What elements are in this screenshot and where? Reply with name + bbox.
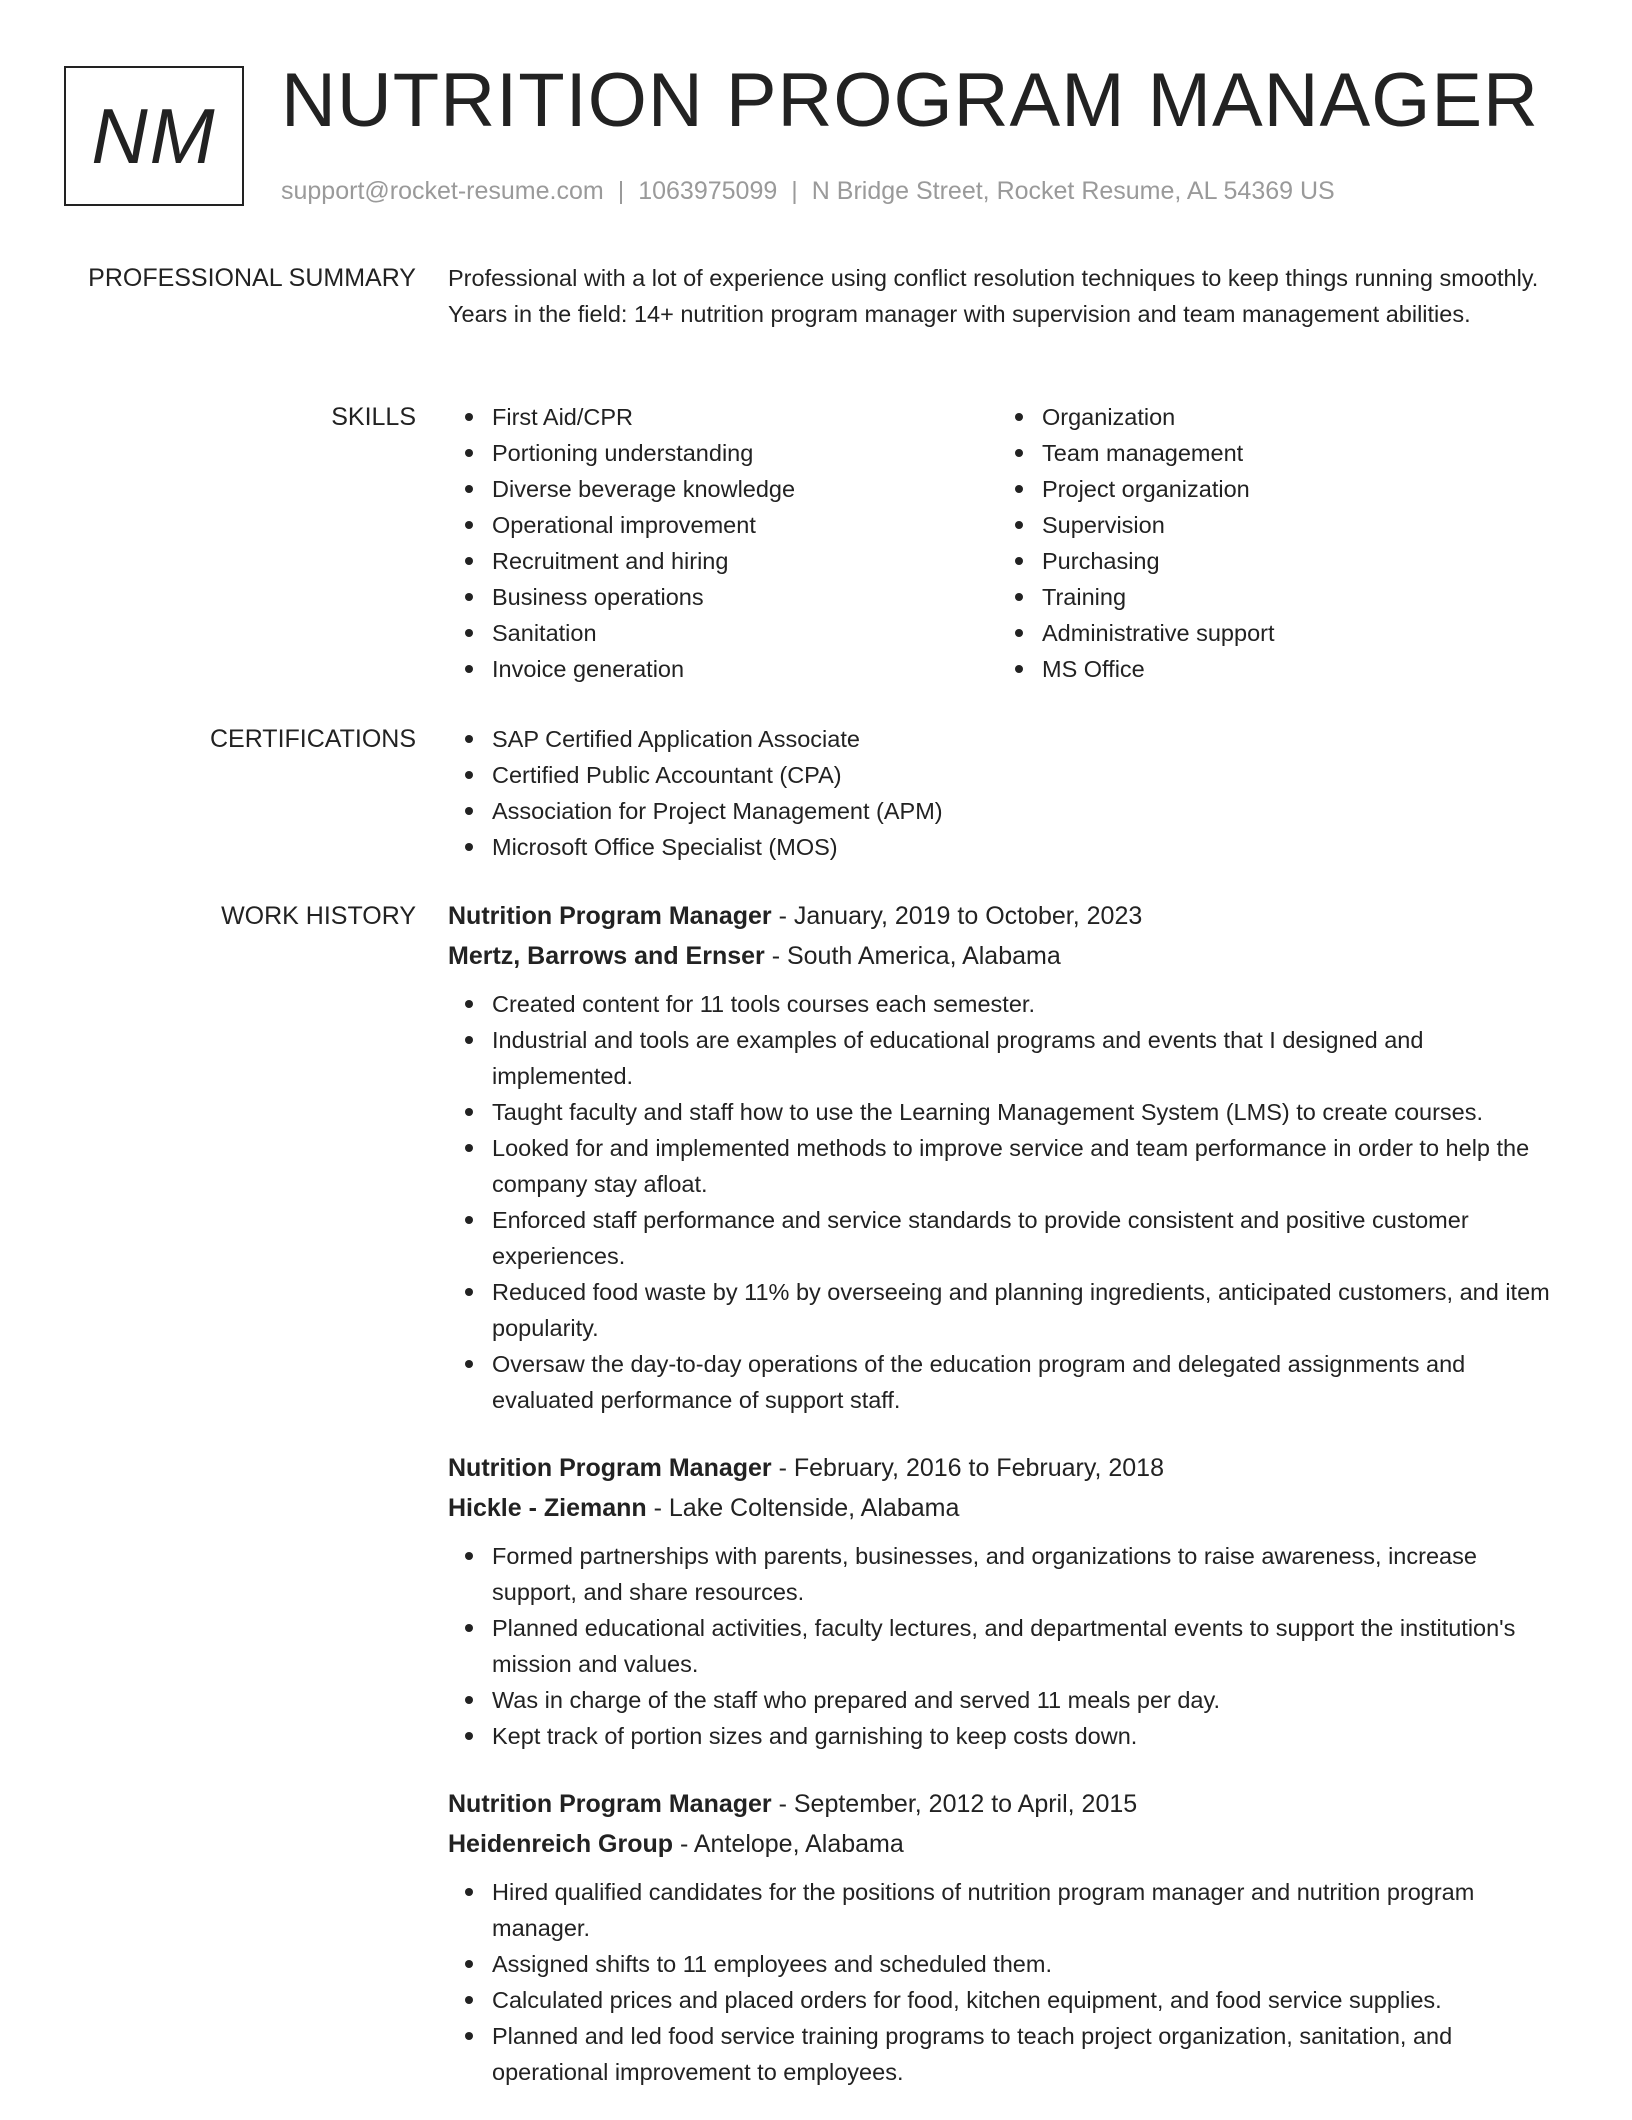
job-title: Nutrition Program Manager [448,902,772,930]
job-title: Nutrition Program Manager [448,1790,772,1818]
job-company-line [448,1824,1564,1864]
job-bullet: Industrial and tools are examples of educational programs and events that I designed and implemented. [448,1022,1564,1094]
company-name: Heidenreich Group [448,1830,674,1858]
skill-item: Supervision [998,507,1548,543]
job-entry [448,1448,1564,1754]
skill-item: First Aid/CPR [448,399,998,435]
skills-column-left [448,399,998,687]
job-entry [448,1784,1564,2090]
work-history-body [448,896,1564,2120]
skill-item: Team management [998,435,1548,471]
skill-item: Operational improvement [448,507,998,543]
contact-line [281,174,1335,208]
job-location: - South America, Alabama [764,942,1061,970]
job-title-line [448,896,1564,936]
job-bullet: Oversaw the day-to-day operations of the education program and delegated assignments and evaluated performance of support staff. [448,1346,1564,1418]
job-dates: - September, 2012 to April, 2015 [771,1790,1138,1818]
skills-body [448,399,1564,687]
job-bullet: Created content for 11 tools courses each semester. [448,986,1564,1022]
skill-item: Recruitment and hiring [448,543,998,579]
summary-text: Professional with a lot of experience using conflict resolution techniques to keep things running smoothly. Years in the field: 14+ nutrition program manager with supervision and team management abilities. [448,265,1539,327]
job-title: Nutrition Program Manager [448,1454,772,1482]
job-company-line [448,1488,1564,1528]
monogram: NM [64,66,244,206]
certification-item: Certified Public Accountant (CPA) [448,757,1564,793]
job-entry [448,896,1564,1418]
section-label: CERTIFICATIONS [209,725,416,753]
skill-item: MS Office [998,651,1548,687]
certification-item: Association for Project Management (APM) [448,793,1564,829]
job-bullet: Enforced staff performance and service standards to provide consistent and positive customer experiences. [448,1202,1564,1274]
address: N Bridge Street, Rocket Resume, AL 54369 US [811,177,1335,205]
job-bullet: Reduced food waste by 11% by overseeing and planning ingredients, anticipated customers, and item popularity. [448,1274,1564,1346]
skill-item: Invoice generation [448,651,998,687]
certification-item: SAP Certified Application Associate [448,721,1564,757]
certifications-body [448,721,1564,865]
company-name: Mertz, Barrows and Ernser [448,942,765,970]
job-dates: - February, 2016 to February, 2018 [771,1454,1164,1482]
job-location: - Lake Coltenside, Alabama [646,1494,960,1522]
job-dates: - January, 2019 to October, 2023 [771,902,1143,930]
job-bullet: Hired qualified candidates for the positions of nutrition program manager and nutrition program manager. [448,1874,1564,1946]
job-title-line [448,1448,1564,1488]
skill-item: Organization [998,399,1548,435]
skill-item: Business operations [448,579,998,615]
job-company-line [448,936,1564,976]
job-title-line [448,1784,1564,1824]
job-bullet: Formed partnerships with parents, businesses, and organizations to raise awareness, increase support, and share resources. [448,1538,1564,1610]
skill-item: Portioning understanding [448,435,998,471]
job-bullet: Was in charge of the staff who prepared and served 11 meals per day. [448,1682,1564,1718]
job-bullet: Looked for and implemented methods to improve service and team performance in order to help the company stay afloat. [448,1130,1564,1202]
certification-item: Microsoft Office Specialist (MOS) [448,829,1564,865]
skill-item: Administrative support [998,615,1548,651]
section-label: PROFESSIONAL SUMMARY [88,264,416,292]
phone: 1063975099 [638,177,778,205]
job-bullet: Kept track of portion sizes and garnishing to keep costs down. [448,1718,1564,1754]
job-bullet: Calculated prices and placed orders for food, kitchen equipment, and food service supplies. [448,1982,1564,2018]
section-label: SKILLS [331,403,416,431]
email: support@rocket-resume.com [281,177,604,205]
job-bullet: Planned and led food service training programs to teach project organization, sanitation, and operational improvement to employees. [448,2018,1564,2090]
section-label: WORK HISTORY [221,902,416,930]
skill-item: Diverse beverage knowledge [448,471,998,507]
job-title-heading: NUTRITION PROGRAM MANAGER [281,58,1539,143]
job-bullet: Assigned shifts to 11 employees and scheduled them. [448,1946,1564,1982]
summary-body [448,260,1564,332]
separator: | [791,177,798,205]
company-name: Hickle - Ziemann [448,1494,647,1522]
skill-item: Training [998,579,1548,615]
job-bullet: Planned educational activities, faculty lectures, and departmental events to support the institution's mission and values. [448,1610,1564,1682]
skill-item: Sanitation [448,615,998,651]
skill-item: Purchasing [998,543,1548,579]
separator: | [617,177,625,205]
skills-column-right [998,399,1548,687]
job-location: - Antelope, Alabama [673,1830,904,1858]
skill-item: Project organization [998,471,1548,507]
job-bullet: Taught faculty and staff how to use the Learning Management System (LMS) to create courses. [448,1094,1564,1130]
